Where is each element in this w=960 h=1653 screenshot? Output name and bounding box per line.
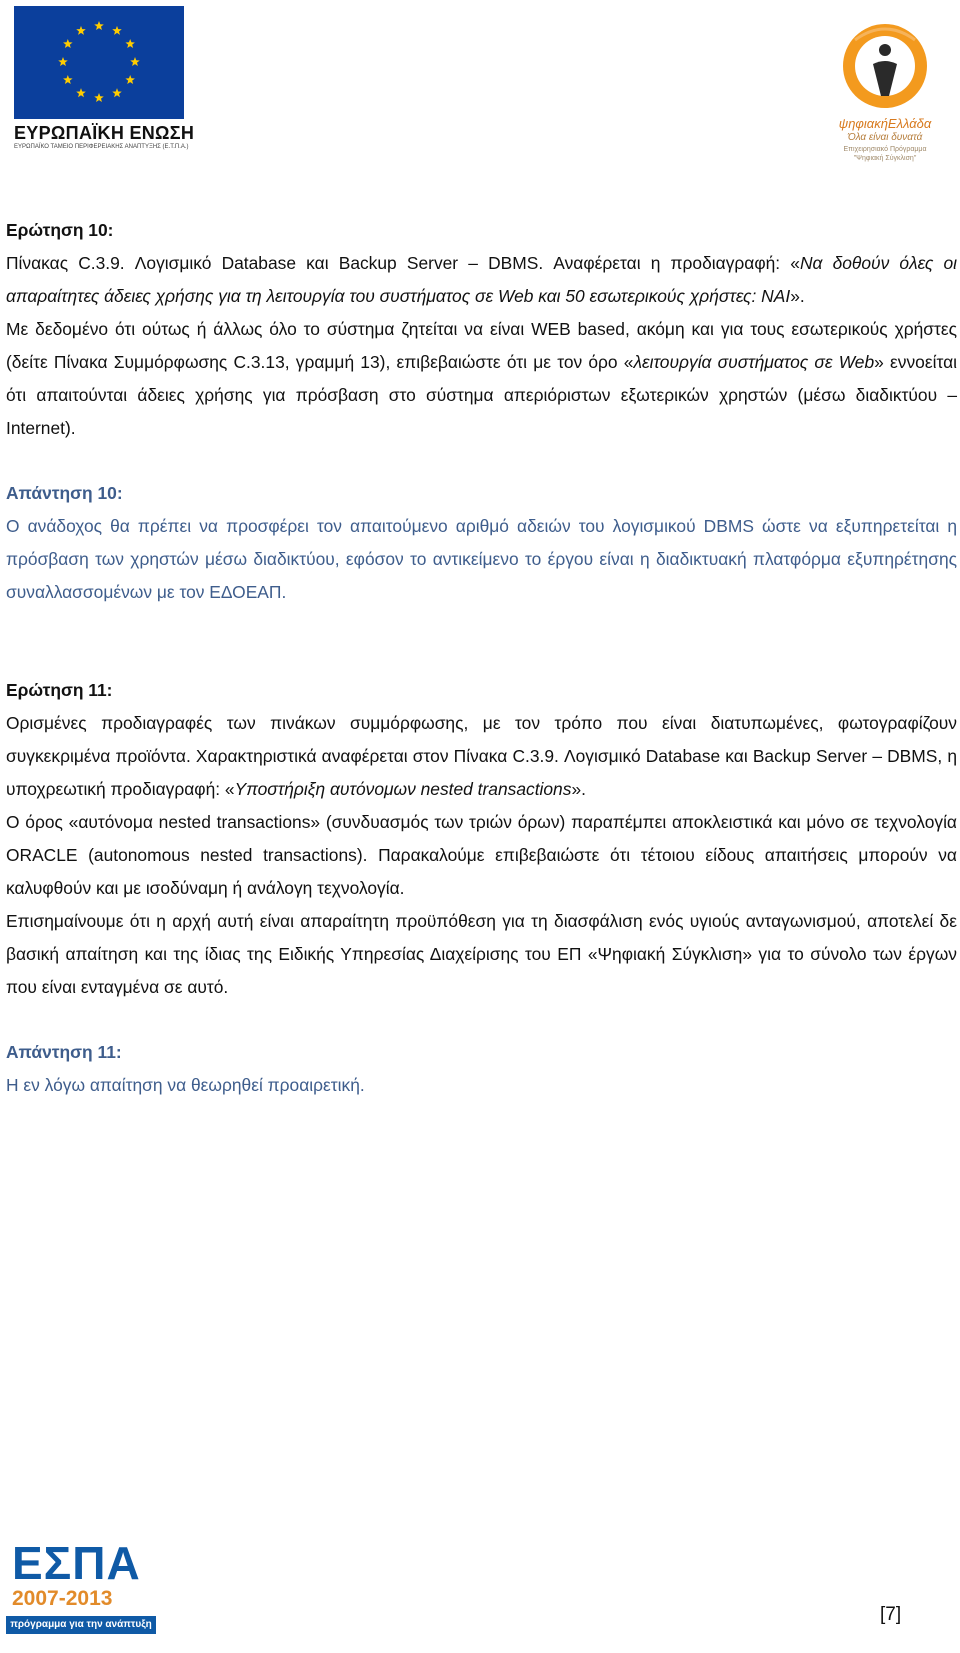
eu-star-icon: [112, 26, 122, 35]
eu-star-icon: [94, 93, 104, 102]
eu-star-icon: [112, 88, 122, 97]
eu-star-icon: [63, 39, 73, 48]
eu-star-icon: [125, 39, 135, 48]
question-11-paragraph-3: Επισημαίνουμε ότι η αρχή αυτή είναι απαραίτητη προϋπόθεση για τη διασφάλιση ενός υγιούς ανταγωνισμού, αποτελεί δε βασική απαίτηση και της ίδιας της Ειδικής Υπηρεσίας Διαχείρισης του ΕΠ «Ψηφιακή Σύγκλιση» για το σύνολο των έργων που είναι ενταγμένα σε αυτό.: [6, 911, 957, 997]
program-line-1: Επιχειρησιακό Πρόγραμμα: [843, 146, 927, 153]
q10-p1-text-b: ».: [790, 286, 805, 306]
question-11-paragraph-1: [6, 707, 957, 806]
eu-star-icon: [125, 75, 135, 84]
eu-star-icon: [94, 21, 104, 30]
eu-subtitle: ΕΥΡΩΠΑΪΚΟ ΤΑΜΕΙΟ ΠΕΡΙΦΕΡΕΙΑΚΗΣ ΑΝΑΠΤΥΞΗΣ (Ε.Τ.Π.Α.): [14, 144, 189, 150]
question-10-paragraph-2: [6, 313, 957, 445]
q11-p1-text-a: Ορισμένες προδιαγραφές των πινάκων συμμόρφωσης, με τον τρόπο που είναι διατυπωμένες, φωτογραφίζουν συγκεκριμένα προϊόντα. Χαρακτηριστικά αναφέρεται στον Πίνακα C.3.9. Λογισμικό Database και Backup Server – DBMS, η υποχρεωτική προδιαγραφή: «: [6, 713, 957, 799]
q10-p2-emphasis: λειτουργία συστήματος σε Web: [633, 352, 875, 372]
digital-greece-logo: [815, 20, 955, 160]
eu-star-icon: [76, 88, 86, 97]
q11-p1-emphasis: Υποστήριξη αυτόνομων nested transactions: [234, 779, 572, 799]
question-11-paragraph-2: Ο όρος «αυτόνομα nested transactions» (συνδυασμός των τριών όρων) παραπέμπει αποκλειστικά και μόνο σε τεχνολογία ORACLE (autonomous nested transactions). Παρακαλούμε επιβεβαιώστε ότι τέτοιου είδους απαιτήσεις μπορούν να καλυφθούν και με ισοδύναμη ή ανάλογη τεχνολογία.: [6, 812, 957, 898]
answer-11-text: Η εν λόγω απαίτηση να θεωρηθεί προαιρετική.: [6, 1075, 365, 1095]
eu-flag-icon: [14, 6, 184, 119]
espa-logo: [6, 1538, 156, 1642]
question-10-label: Ερώτηση 10:: [6, 220, 114, 240]
page-header: [0, 0, 960, 180]
q10-p1-emphasis: Να δοθούν όλες οι απαραίτητες άδειες χρήσης για τη λειτουργία του συστήματος σε Web και 50 εσωτερικούς χρήστες: ΝΑΙ: [6, 253, 957, 306]
question-10-paragraph-1: [6, 247, 957, 313]
answer-10-label: Απάντηση 10:: [6, 483, 123, 503]
eu-stars-icon: [14, 6, 184, 119]
digital-greece-emblem-icon: [815, 20, 955, 115]
espa-title: ΕΣΠΑ: [12, 1537, 141, 1589]
question-11-label: Ερώτηση 11:: [6, 680, 113, 700]
digital-greece-name: ψηφιακήΕλλάδα: [838, 116, 932, 131]
q10-p2-text-a: Με δεδομένο ότι ούτως ή άλλως όλο το σύστημα ζητείται να είναι WEB based, ακόμη και για τους εσωτερικούς χρήστες (δείτε Πίνακα Συμμόρφωσης C.3.13, γραμμή 13), επιβεβαιώστε ότι με τον όρο «: [6, 319, 957, 372]
program-line-2: "Ψηφιακή Σύγκλιση": [853, 155, 917, 162]
document-body: [6, 214, 957, 1102]
espa-years: 2007-2013: [12, 1587, 113, 1610]
page-number: [7]: [880, 1604, 902, 1625]
eu-logo: [14, 6, 195, 151]
q10-p2-text-b: » εννοείται ότι απαιτούνται άδειες χρήσης για πρόσβαση στο σύστημα απεριόριστων εξωτερικών χρηστών (μέσω διαδικτύου – Internet).: [6, 352, 957, 438]
digital-greece-program: [815, 145, 955, 163]
eu-star-icon: [58, 57, 68, 66]
q11-p1-text-b: ».: [571, 779, 586, 799]
digital-greece-slogan: Όλα είναι δυνατά: [847, 132, 923, 143]
eu-star-icon: [63, 75, 73, 84]
eu-title: ΕΥΡΩΠΑΪΚΗ ΕΝΩΣΗ: [14, 123, 195, 143]
eu-star-icon: [130, 57, 140, 66]
q10-p1-text-a: Πίνακας C.3.9. Λογισμικό Database και Backup Server – DBMS. Αναφέρεται η προδιαγραφή: «: [6, 253, 800, 273]
answer-10-text: Ο ανάδοχος θα πρέπει να προσφέρει τον απαιτούμενο αριθμό αδειών του λογισμικού DBMS ώστε να εξυπηρετείται η πρόσβαση των χρηστών μέσω διαδικτύου, εφόσον το αντικείμενο το έργου είναι η διαδικτυακή πλατφόρμα εξυπηρέτησης συναλλασσομένων με τον ΕΔΟΕΑΠ.: [6, 516, 957, 602]
answer-11-label: Απάντηση 11:: [6, 1042, 122, 1062]
espa-slogan: πρόγραμμα για την ανάπτυξη: [6, 1616, 156, 1634]
eu-star-icon: [76, 26, 86, 35]
